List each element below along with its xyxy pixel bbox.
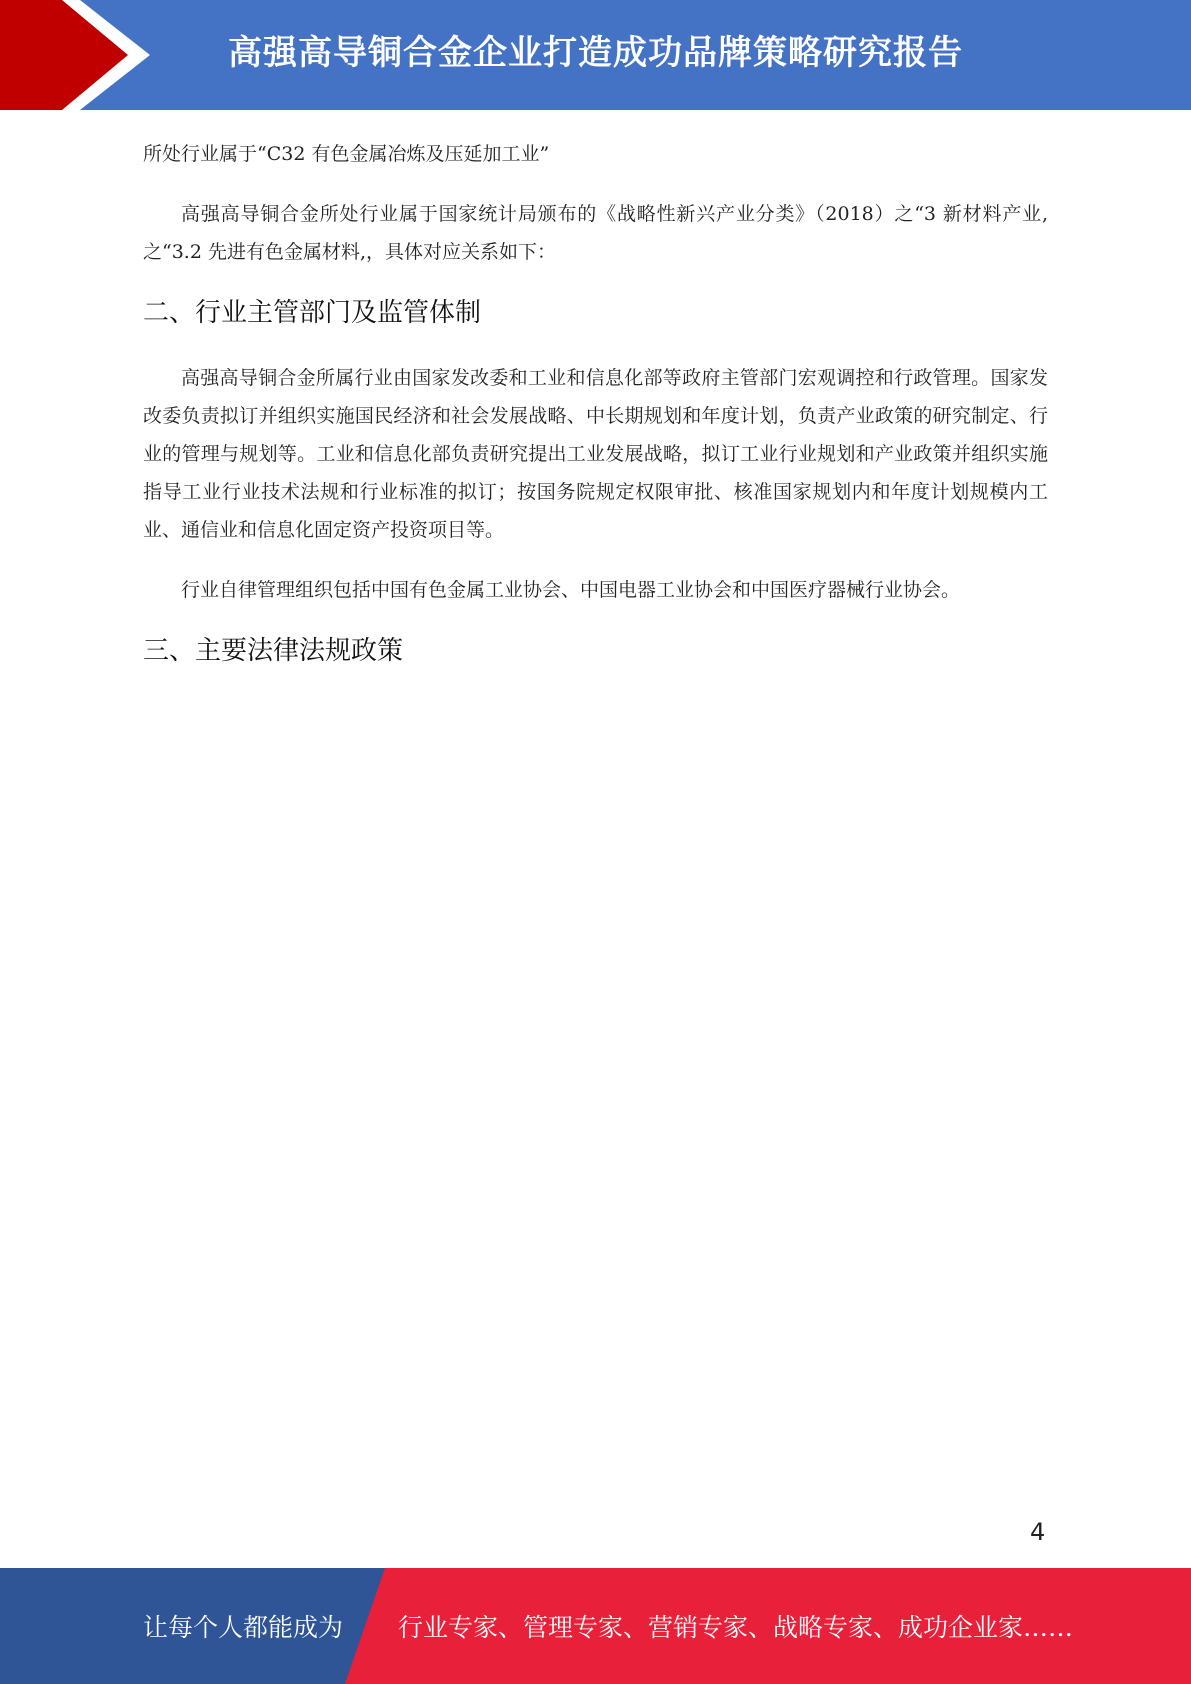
red-chevron-shape [0,0,150,110]
section-heading-laws: 三、主要法律法规政策 [143,636,404,666]
paragraph-regulators: 高强高导铜合金所属行业由国家发改委和工业和信息化部等政府主管部门宏观调控和行政管理。国家发改委负责拟订并组织实施国民经济和社会发展战略、中长期规划和年度计划，负责产业政策的研究制定、行业的管理与规划等。工业和信息化部负责研究提出工业发展战略，拟订工业行业规划和产业政策并组织实施指导工业行业技术法规和行业标准的拟订；按国务院规定权限审批、核准国家规划内和年度计划规模内工业、通信业和信息化固定资产投资项目等。 [143,367,1048,541]
page-header [0,0,1191,110]
section-heading-regulation: 二、行业主管部门及监管体制 [143,298,482,328]
page-footer [0,1568,1191,1684]
page-number: 4 [1030,1518,1046,1546]
paragraph-associations: 行业自律管理组织包括中国有色金属工业协会、中国电器工业协会和中国医疗器械行业协会。 [181,579,961,601]
footer-slogan-right: 行业专家、管理专家、营销专家、战略专家、成功企业家…… [398,1613,1074,1642]
report-title: 高强高导铜合金企业打造成功品牌策略研究报告 [228,33,963,73]
page-content [143,135,1048,697]
paragraph-strategic-industry: 高强高导铜合金所处行业属于国家统计局颁布的《战略性新兴产业分类》（2018）之“3 新材料产业,之“3.2 先进有色金属材料,，具体对应关系如下： [143,203,1048,263]
footer-slogan-left: 让每个人都能成为 [143,1613,344,1642]
paragraph-industry-class: 所处行业属于“C32 有色金属冶炼及压延加工业” [143,143,550,165]
